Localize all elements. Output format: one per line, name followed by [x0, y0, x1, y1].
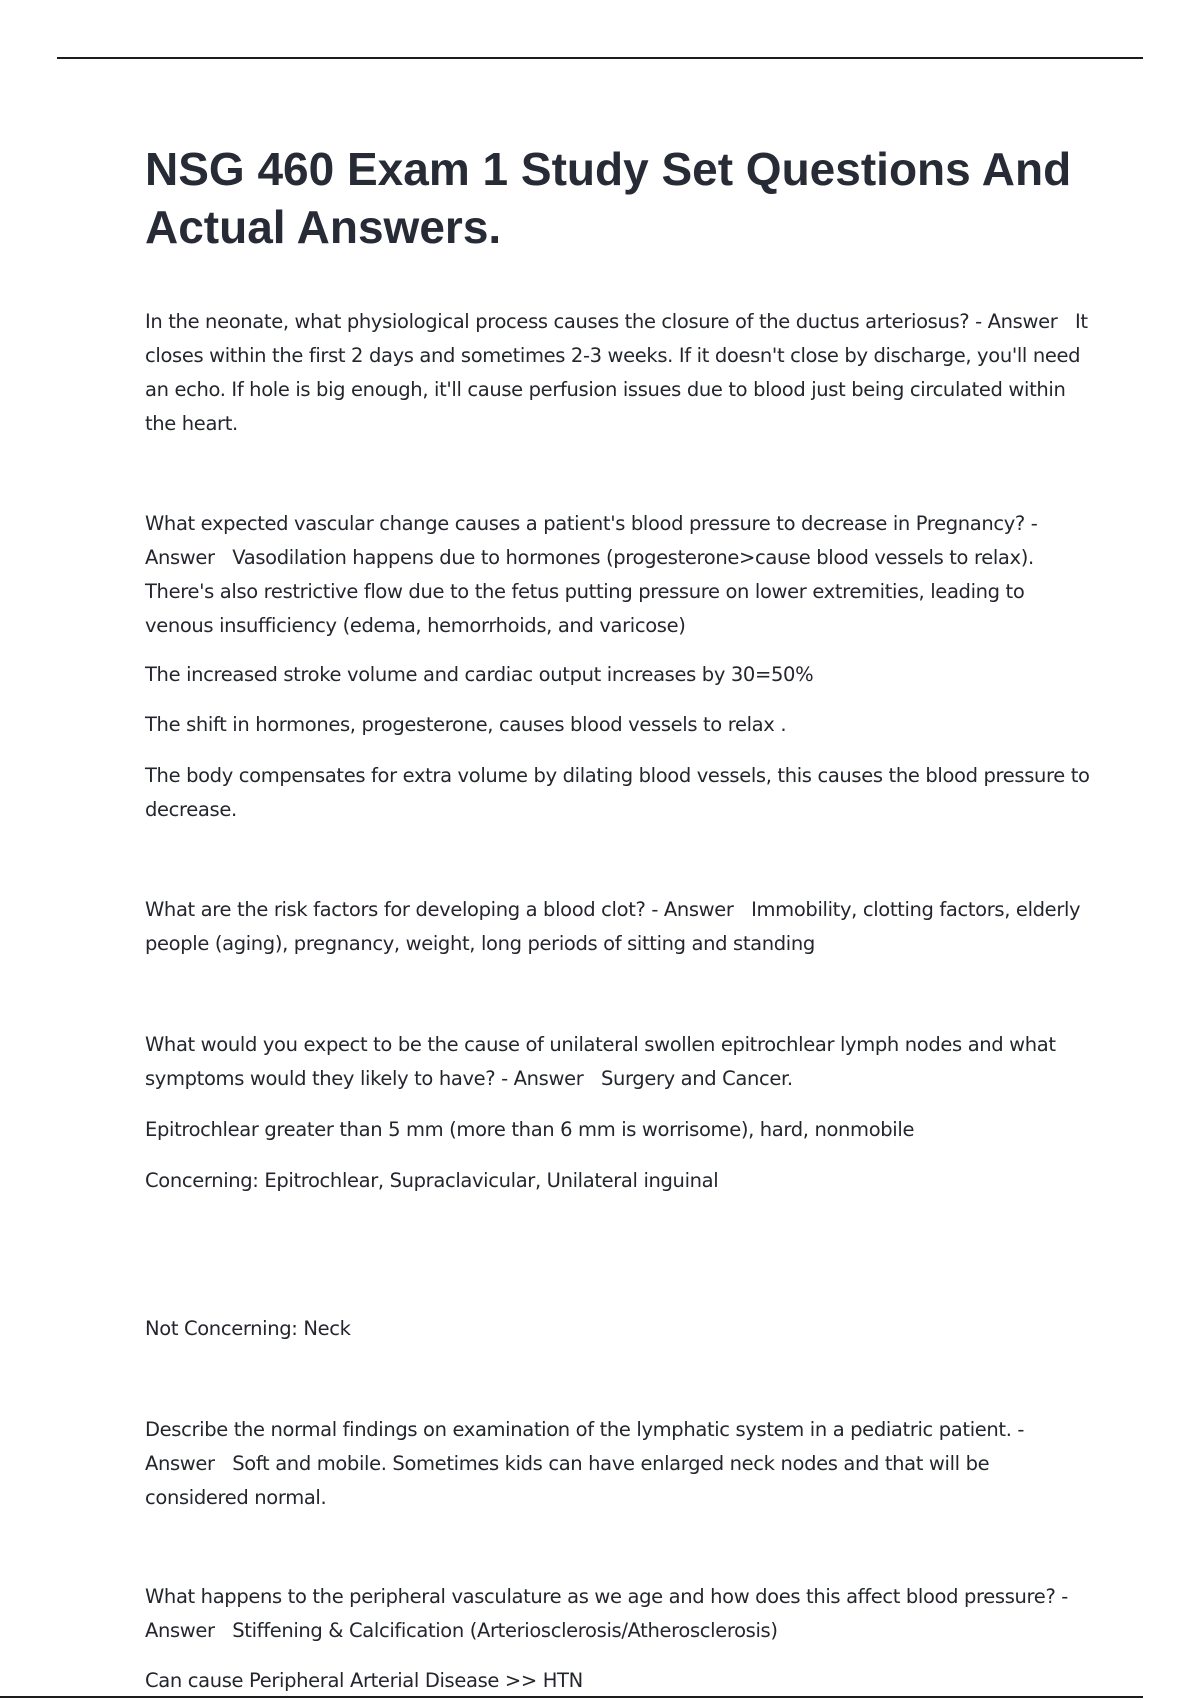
note-text: Can cause Peripheral Arterial Disease >> HTN: [145, 1669, 583, 1692]
note-text: The increased stroke volume and cardiac output increases by 30=50%: [145, 663, 814, 686]
qa-item: [145, 893, 1095, 961]
top-rule: [57, 57, 1143, 59]
note-text: Concerning: Epitrochlear, Supraclavicular, Unilateral inguinal: [145, 1169, 719, 1192]
question-text: In the neonate, what physiological process causes the closure of the ductus arteriosus? - Answer: [145, 310, 1058, 333]
note-text: The shift in hormones, progesterone, causes blood vessels to relax .: [145, 713, 787, 736]
question-text: What are the risk factors for developing a blood clot? - Answer: [145, 898, 734, 921]
note-text: The body compensates for extra volume by dilating blood vessels, this causes the blood pressure to decrease.: [145, 764, 1090, 821]
question-text: What would you expect to be the cause of unilateral swollen epitrochlear lymph nodes and what symptoms would they likely to have? - Answer: [145, 1033, 1056, 1090]
qa-item: [145, 1413, 1095, 1515]
answer-text: Stiffening & Calcification (Arteriosclerosis/Atherosclerosis): [232, 1619, 778, 1642]
question-text: What happens to the peripheral vasculature as we age and how does this affect blood pressure? - Answer: [145, 1585, 1068, 1642]
qa-item: [145, 507, 1095, 643]
question-text: Describe the normal findings on examination of the lymphatic system in a pediatric patient. - Answer: [145, 1418, 1025, 1475]
qa-item: [145, 305, 1095, 441]
document-title: NSG 460 Exam 1 Study Set Questions And Actual Answers.: [145, 143, 1072, 253]
answer-text: Soft and mobile. Sometimes kids can have enlarged neck nodes and that will be considered normal.: [145, 1452, 990, 1509]
bottom-rule: [0, 1696, 1143, 1698]
answer-text: It closes within the first 2 days and sometimes 2-3 weeks. If it doesn't close by discharge, you'll need an echo. If hole is big enough, it'll cause perfusion issues due to blood just being circulated within the heart.: [145, 310, 1088, 435]
note-text: Epitrochlear greater than 5 mm (more than 6 mm is worrisome), hard, nonmobile: [145, 1118, 915, 1141]
answer-text: Vasodilation happens due to hormones (progesterone>cause blood vessels to relax). There's also restrictive flow due to the fetus putting pressure on lower extremities, leading to venous insufficiency (edema, hemorrhoids, and varicose): [145, 546, 1034, 637]
qa-item: [145, 1028, 1095, 1096]
note-text: Not Concerning: Neck: [145, 1317, 351, 1340]
question-text: What expected vascular change causes a patient's blood pressure to decrease in Pregnancy? - Answer: [145, 512, 1038, 569]
qa-item: [145, 1580, 1095, 1648]
answer-text: Surgery and Cancer.: [600, 1067, 793, 1090]
answer-text: Immobility, clotting factors, elderly people (aging), pregnancy, weight, long periods of sitting and standing: [145, 898, 1081, 955]
